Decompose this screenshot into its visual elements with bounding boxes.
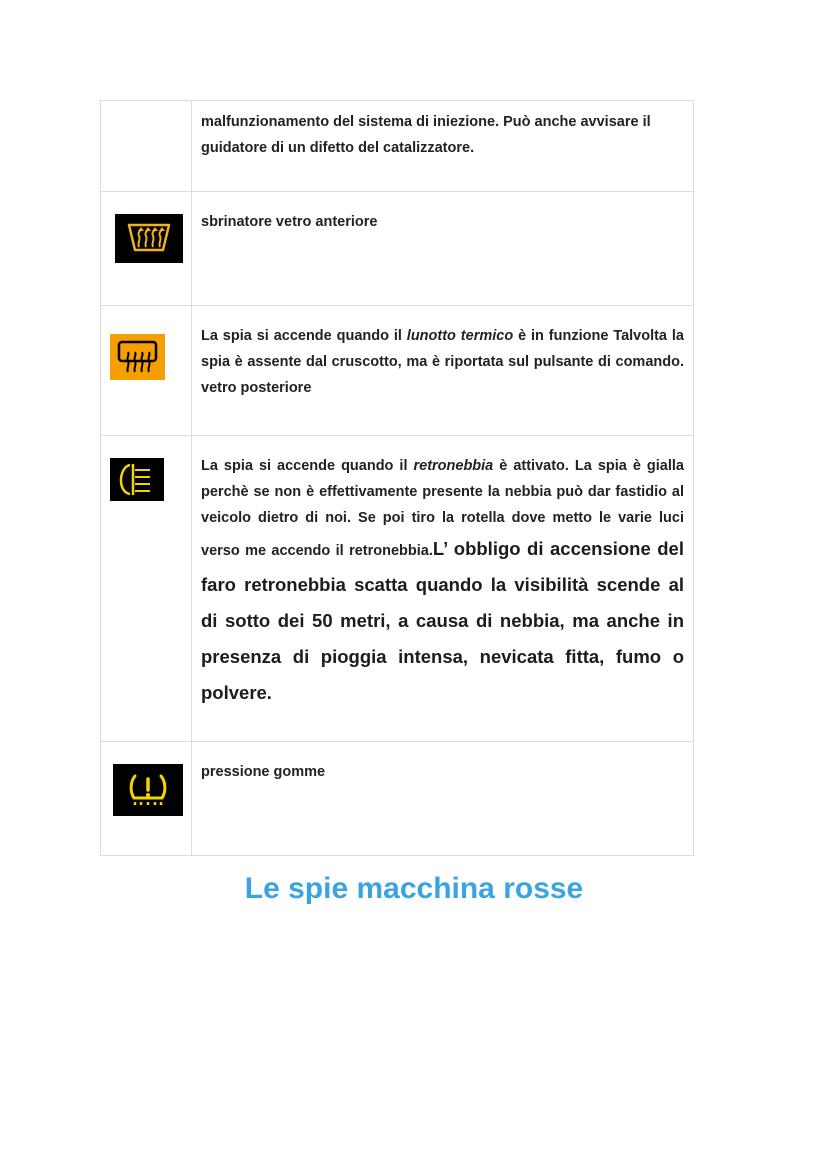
rear-fog-regulation-text: L’ obbligo di accensione del faro retronebbia scatta quando la visibilità scende al di sotto dei 50 metri, a causa di nebbia, ma anche in presenza di pioggia intensa, nevicata fitta, fumo o polvere.	[201, 538, 684, 703]
description-cell	[192, 436, 694, 742]
table-row	[101, 742, 694, 856]
icon-cell-empty	[101, 101, 192, 192]
description-cell	[192, 306, 694, 436]
tire-pressure-label: pressione gomme	[201, 764, 326, 780]
table-row	[101, 192, 694, 306]
front-defroster-label: sbrinatore vetro anteriore	[201, 214, 378, 230]
rear-defroster-description	[192, 306, 693, 401]
description-cell	[192, 101, 694, 192]
table-row	[101, 306, 694, 436]
icon-cell	[101, 192, 192, 306]
text-part: è attivato. La spia è gialla perchè se non è effettivamente presente la nebbia può dar fastidio al veicolo dietro di noi. Se poi tiro la rotella dove metto le varie luci verso me accendo il retronebbia.	[201, 458, 684, 559]
text-part: La spia si accende quando il	[201, 328, 407, 344]
table-row	[101, 101, 694, 192]
warning-lights-table	[100, 100, 694, 856]
text-part: è in funzione Talvolta la spia è assente dal cruscotto, ma è riportata sul pulsante di comando. vetro posteriore	[201, 328, 684, 396]
injection-description: malfunzionamento del sistema di iniezione. Può anche avvisare il guidatore di un difetto del catalizzatore.	[201, 114, 651, 156]
emphasis-retronebbia: retronebbia	[413, 458, 494, 474]
rear-fog-description	[192, 436, 693, 711]
icon-cell	[101, 306, 192, 436]
emphasis-lunotto-termico: lunotto termico	[406, 328, 514, 344]
text-part: La spia si accende quando il	[201, 458, 414, 474]
description-cell	[192, 742, 694, 856]
icon-cell	[101, 436, 192, 742]
section-heading-red-lights: Le spie macchina rosse	[244, 872, 584, 905]
icon-cell	[101, 742, 192, 856]
table-row	[101, 436, 694, 742]
description-cell	[192, 192, 694, 306]
